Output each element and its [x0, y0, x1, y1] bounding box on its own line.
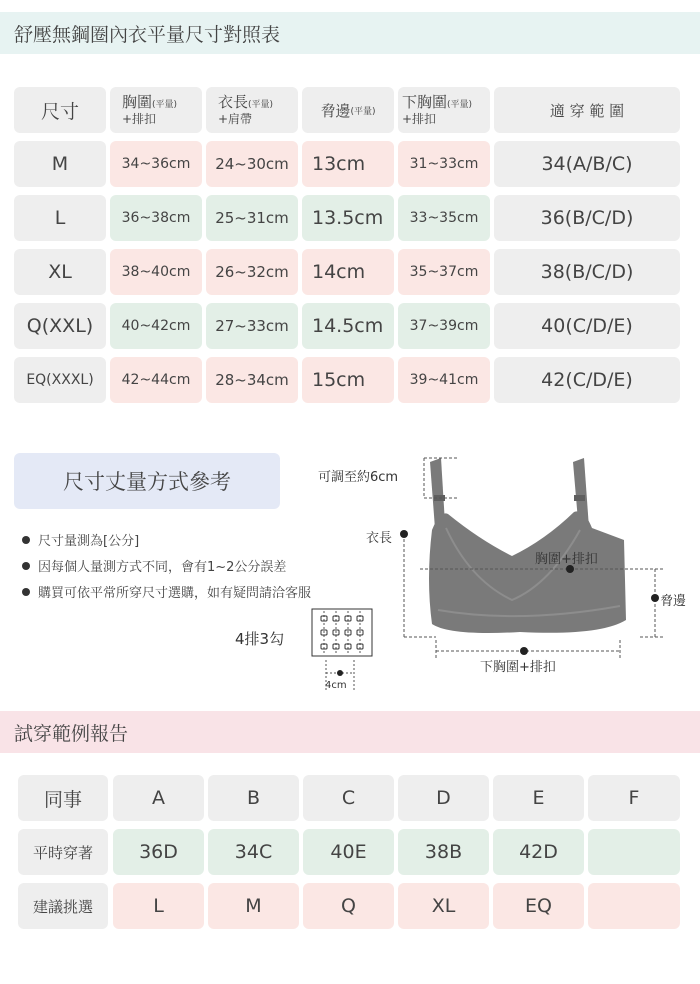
row-fit: 42(C/D/E) [494, 357, 680, 403]
row-fit: 38(B/C/D) [494, 249, 680, 295]
trial-person: D [398, 775, 489, 821]
trial-suggest: M [208, 883, 299, 929]
underbust-point [520, 647, 528, 655]
trial-usual [588, 829, 680, 875]
row-length: 24~30cm [206, 141, 298, 187]
bust-label: 胸圍+排扣 [535, 552, 598, 567]
strap-slider [574, 495, 585, 501]
trial-person: F [588, 775, 680, 821]
row-side: 14cm [302, 249, 394, 295]
hook-width-point [337, 670, 343, 676]
trial-person: A [113, 775, 204, 821]
row-underbust: 37~39cm [398, 303, 490, 349]
size-chart-title: 舒壓無鋼圈內衣平量尺寸對照表 [14, 23, 281, 46]
header-side-small: (平量) [350, 106, 376, 117]
header-underbust-sub: +排扣 [402, 112, 437, 127]
trial-title-bar [0, 711, 700, 753]
row-size: Q(XXL) [14, 303, 106, 349]
row-size: M [14, 141, 106, 187]
trial-suggest: Q [303, 883, 394, 929]
strap-label: 可調至約6cm [318, 470, 399, 485]
row-size: XL [14, 249, 106, 295]
bra-body [429, 511, 626, 633]
trial-person: C [303, 775, 394, 821]
row-bust: 42~44cm [110, 357, 202, 403]
trial-suggest [588, 883, 680, 929]
side-point [651, 594, 659, 602]
row-bust: 36~38cm [110, 195, 202, 241]
row-side: 15cm [302, 357, 394, 403]
header-length-main: 衣長 [218, 93, 249, 112]
trial-suggest: L [113, 883, 204, 929]
header-fit: 適 穿 範 圍 [494, 87, 680, 133]
trial-person: E [493, 775, 584, 821]
header-bust-small: (平量) [152, 100, 178, 111]
row-bust: 38~40cm [110, 249, 202, 295]
length-point [400, 530, 408, 538]
trial-usual: 36D [113, 829, 204, 875]
row-underbust: 35~37cm [398, 249, 490, 295]
row-fit: 36(B/C/D) [494, 195, 680, 241]
row-length: 26~32cm [206, 249, 298, 295]
row-underbust: 33~35cm [398, 195, 490, 241]
header-length-small: (平量) [248, 100, 274, 111]
row-fit: 40(C/D/E) [494, 303, 680, 349]
row-size: L [14, 195, 106, 241]
trial-usual: 38B [398, 829, 489, 875]
row-underbust: 39~41cm [398, 357, 490, 403]
row-bust: 34~36cm [110, 141, 202, 187]
trial-suggest: EQ [493, 883, 584, 929]
trial-usual: 34C [208, 829, 299, 875]
trial-title: 試穿範例報告 [14, 722, 129, 745]
header-bust-sub: +排扣 [122, 112, 157, 127]
row-side: 13.5cm [302, 195, 394, 241]
header-size: 尺寸 [14, 87, 106, 133]
row-length: 28~34cm [206, 357, 298, 403]
header-underbust-small: (平量) [447, 100, 473, 111]
header-side-main: 脅邊 [320, 101, 351, 120]
row-bust: 40~42cm [110, 303, 202, 349]
note-text: 因每個人量測方式不同，會有1~2公分誤差 [38, 560, 287, 575]
note-text: 尺寸量測為[公分] [38, 534, 140, 549]
trial-row-label-usual: 平時穿著 [18, 829, 108, 875]
side-label: 脅邊 [660, 594, 687, 609]
row-size: EQ(XXXL) [14, 357, 106, 403]
row-fit: 34(A/B/C) [494, 141, 680, 187]
trial-usual: 42D [493, 829, 584, 875]
length-label: 衣長 [366, 531, 393, 546]
header-bust-main: 胸圍 [122, 93, 153, 112]
trial-person: B [208, 775, 299, 821]
trial-row-label-person: 同事 [18, 775, 108, 821]
row-side: 14.5cm [302, 303, 394, 349]
row-length: 25~31cm [206, 195, 298, 241]
hooks-label: 4排3勾 [235, 630, 285, 648]
underbust-label: 下胸圍+排扣 [480, 660, 556, 675]
trial-usual: 40E [303, 829, 394, 875]
trial-suggest: XL [398, 883, 489, 929]
row-side: 13cm [302, 141, 394, 187]
hook-width-label: 4cm [325, 680, 347, 691]
header-underbust-main: 下胸圍 [402, 93, 448, 112]
row-length: 27~33cm [206, 303, 298, 349]
trial-row-label-suggest: 建議挑選 [18, 883, 108, 929]
header-length-sub: +肩帶 [218, 112, 253, 127]
measure-title: 尺寸丈量方式參考 [14, 453, 280, 509]
note-text: 購買可依平常所穿尺寸選購，如有疑問請洽客服 [38, 586, 312, 601]
row-underbust: 31~33cm [398, 141, 490, 187]
